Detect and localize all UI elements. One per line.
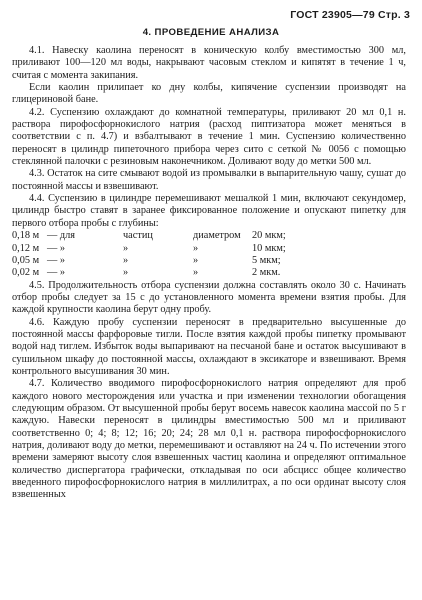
paragraph-4-3: 4.3. Остаток на сите смывают водой из промывалки в выпарительную чашу, сушат до постоянной массы и взвешивают.	[12, 168, 406, 192]
depth-value: 0,18 м	[12, 230, 40, 242]
paragraph-4-2: 4.2. Суспензию охлаждают до комнатной температуры, приливают 20 мл 0,1 н. раствора пирофосфорнокислого натрия (расход пиптизатора может меняться в соответствии с п. 4.7) и взбалтывают в течение 1 мин. Суспензию количественно переносят в цилиндр пипеточного прибора через сито с сеткой № 0056 с помощью стеклянной палочки с резиновым наконечником. Доливают воду до метки 500 мл.	[12, 106, 406, 168]
standard-reference: ГОСТ 23905—79 Стр. 3	[290, 9, 410, 21]
depth-value: 0,02 м	[12, 267, 40, 279]
depth-diameter-word: »	[193, 267, 199, 279]
depth-connector: — »	[47, 254, 66, 266]
depth-diameter-word: »	[193, 242, 199, 254]
depth-particle-word: »	[123, 242, 129, 254]
paragraph-4-1-note: Если каолин прилипает ко дну колбы, кипячение суспензии производят на глицериновой бане.	[12, 82, 406, 106]
depth-particle-word: »	[123, 254, 129, 266]
depth-connector: — »	[47, 242, 66, 254]
paragraph-4-1: 4.1. Навеску каолина переносят в коническую колбу вместимостью 300 мл, приливают 100—120 мл воды, накрывают часовым стеклом и кипятят в течение 1 ч, считая с момента закипания.	[12, 45, 406, 81]
depth-connector: — »	[47, 267, 66, 279]
particle-diameter: 5 мкм;	[252, 254, 281, 266]
depth-connector: — для	[47, 230, 75, 242]
paragraph-4-5: 4.5. Продолжительность отбора суспензии должна составлять около 30 с. Начинать отбор пробы следует за 15 с до установленного момента времени взятия пробы. Для каждой крупности каолина берут одну пробу.	[12, 279, 406, 316]
depth-value: 0,12 м	[12, 242, 40, 254]
sampling-depth-list	[12, 230, 406, 279]
depth-row	[12, 255, 406, 267]
section-title: 4. ПРОВЕДЕНИЕ АНАЛИЗА	[142, 27, 280, 38]
depth-diameter-word: диаметром	[193, 230, 241, 242]
depth-particle-word: частиц	[123, 230, 153, 242]
document-body	[12, 45, 406, 502]
depth-diameter-word: »	[193, 254, 199, 266]
particle-diameter: 20 мкм;	[252, 230, 286, 242]
depth-row	[12, 243, 406, 255]
particle-diameter: 10 мкм;	[252, 242, 286, 254]
depth-row	[12, 230, 406, 242]
paragraph-4-6: 4.6. Каждую пробу суспензии переносят в предварительно высушенные до постоянной массы фарфоровые тигли. После взятия каждой пробы пипетку промывают водой над тиглем. Избыток воды выпаривают на песчаной бане и остаток высушивают в сушильном шкафу до постоянной массы, охлаждают в эксикаторе и взвешивают. Время контрольного высушивания 30 мин.	[12, 316, 406, 377]
paragraph-4-4: 4.4. Суспензию в цилиндре перемешивают мешалкой 1 мин, включают секундомер, цилиндр быстро ставят в заранее фиксированное положение и опускают пипетку для первого отбора пробы с глубины:	[12, 193, 406, 229]
depth-value: 0,05 м	[12, 254, 40, 266]
depth-particle-word: »	[123, 267, 129, 279]
paragraph-4-7: 4.7. Количество вводимого пирофосфорнокислого натрия определяют для проб каждого нового месторождения или участка и при изменении технологии обогащения следующим образом. От высушенной пробы берут восемь навесок каолина массой по 5 г каждую. Навески переносят в цилиндры вместимостью 500 мл и приливают соответственно 0; 4; 8; 12; 16; 20; 24; 28 мл 0,1 н. раствора пирофосфорнокислого натрия, доливают воду до метки, перемешивают и оставляют на 24 ч. По истечении этого времени замеряют высоту слоя взвешенных частиц каолина и определяют оптимальное количество диспергатора графически, откладывая по оси абсцисс общее количество введенного пирофосфорнокислого натрия в миллилитрах, а по оси ординат высоту слоя взвешенных	[12, 378, 406, 501]
particle-diameter: 2 мкм.	[252, 267, 281, 279]
depth-row	[12, 267, 406, 279]
